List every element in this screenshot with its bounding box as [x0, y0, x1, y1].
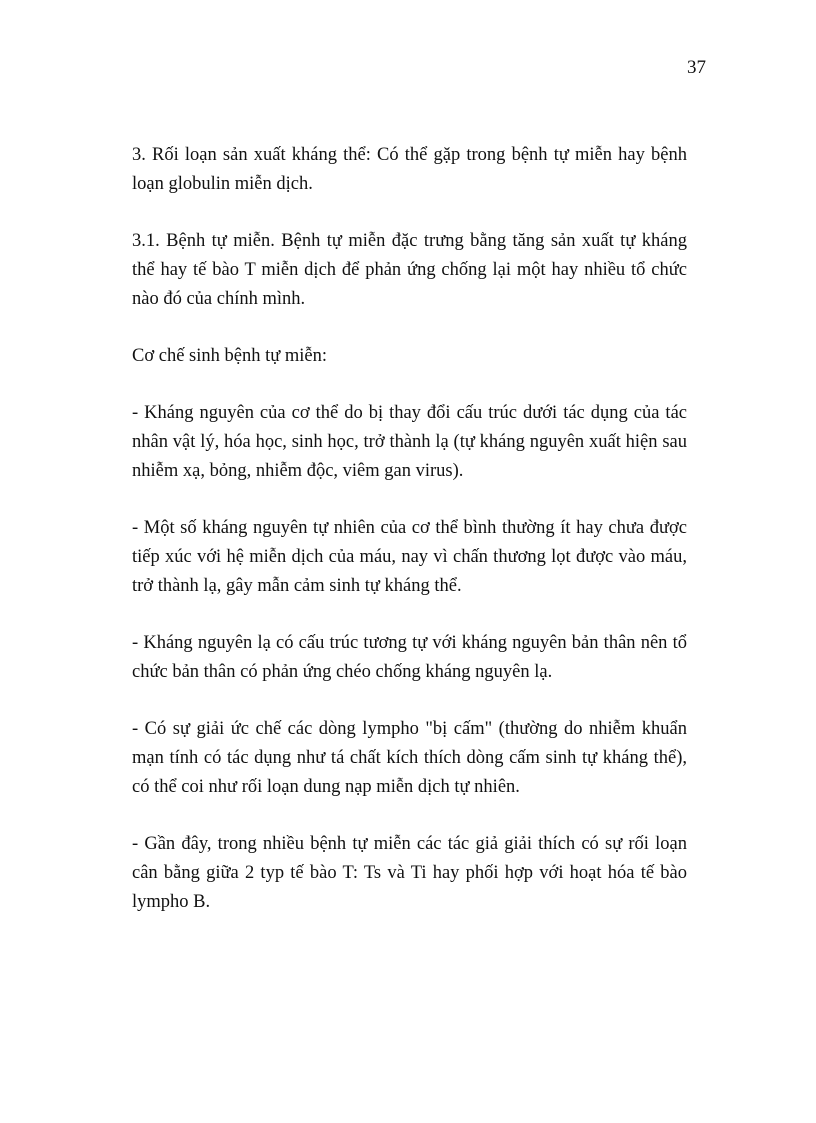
bullet-paragraph: - Gần đây, trong nhiều bệnh tự miễn các tác giả giải thích có sự rối loạn cân bằng giữa 2 typ tế bào T: Ts và Ti hay phối hợp với hoạt hóa tế bào lympho B. — [132, 834, 687, 912]
mechanism-heading: Cơ chế sinh bệnh tự miễn: — [132, 346, 328, 366]
bullet-paragraph: - Có sự giải ức chế các dòng lympho "bị cấm" (thường do nhiễm khuẩn mạn tính có tác dụng như tá chất kích thích dòng cấm sinh tự kháng thể), có thể coi như rối loạn dung nạp miễn dịch tự nhiên. — [132, 719, 687, 797]
bullet-paragraph: - Kháng nguyên của cơ thể do bị thay đổi cấu trúc dưới tác dụng của tác nhân vật lý, hóa học, sinh học, trở thành lạ (tự kháng nguyên xuất hiện sau nhiễm xạ, bỏng, nhiễm độc, viêm gan virus). — [132, 403, 687, 481]
bullet-paragraph: - Một số kháng nguyên tự nhiên của cơ thể bình thường ít hay chưa được tiếp xúc với hệ miễn dịch của máu, nay vì chấn thương lọt được vào máu, trở thành lạ, gây mẫn cảm sinh tự kháng thể. — [132, 518, 687, 596]
section-heading-paragraph: 3. Rối loạn sản xuất kháng thể: Có thể gặp trong bệnh tự miễn hay bệnh loạn globulin miễn dịch. — [132, 145, 687, 194]
page-number: 37 — [687, 57, 706, 78]
bullet-paragraph: - Kháng nguyên lạ có cấu trúc tương tự với kháng nguyên bản thân nên tổ chức bản thân có phản ứng chéo chống kháng nguyên lạ. — [132, 633, 687, 682]
subsection-paragraph: 3.1. Bệnh tự miễn. Bệnh tự miễn đặc trưng bằng tăng sản xuất tự kháng thể hay tế bào T miễn dịch để phản ứng chống lại một hay nhiều tổ chức nào đó của chính mình. — [132, 231, 687, 309]
page-content — [132, 141, 687, 945]
